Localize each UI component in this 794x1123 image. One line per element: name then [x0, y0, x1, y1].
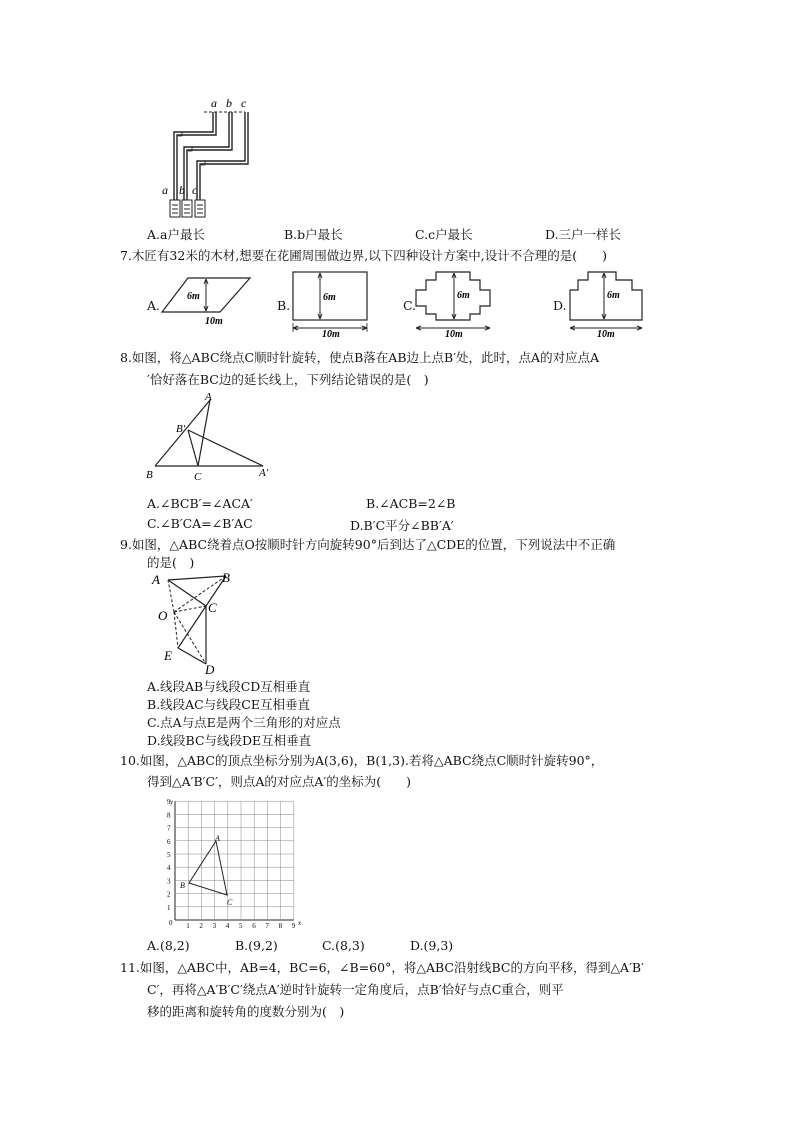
q6-option-d: D.三户一样长: [545, 227, 622, 242]
q10-y-tick-label: 5: [167, 851, 171, 859]
q9-label-d: D: [205, 662, 215, 676]
q10-y-tick-label: 2: [167, 890, 171, 899]
q10-stem-line1: 10.如图，△ABC的顶点坐标分别为A(3,6)，B(1,3).若将△ABC绕点C顺时针旋转90°，: [120, 753, 604, 768]
q10-point-a: A: [215, 834, 220, 843]
q10-stem-line2: 得到△A′B′C′，则点A的对应点A′的坐标为( ): [147, 774, 412, 789]
q6-label-bottom-a: a: [162, 183, 168, 197]
q7-b-height-label: 6m: [323, 292, 336, 303]
q7-c-height-label: 6m: [457, 290, 470, 301]
q7-figure-d-step-shape: [566, 270, 648, 338]
q10-axis-x: x: [298, 919, 302, 927]
q6-wiring-figure: [160, 92, 260, 222]
q10-y-tick-label: 6: [167, 837, 171, 846]
q9-stem-line1: 9.如图，△ABC绕着点O按顺时针方向旋转90°后到达了△CDE的位置，下列说法中不正确: [120, 537, 616, 552]
q6-label-top-a: a: [211, 96, 217, 110]
q10-y-tick-label: 3: [167, 877, 171, 886]
q6-option-c: C.c户最长: [415, 227, 473, 242]
q9-label-b: B: [222, 570, 230, 585]
q8-stem-line2: ′恰好落在BC边的延长线上，下列结论错误的是( ): [147, 372, 429, 387]
q10-x-tick-label: 5: [239, 922, 243, 930]
q10-x-tick-label: 3: [212, 922, 217, 930]
q7-d-width-label: 10m: [597, 329, 615, 338]
q10-y-tick-label: 8: [167, 811, 171, 820]
q6-option-b: B.b户最长: [284, 227, 343, 242]
q7-letter-b: B.: [277, 298, 291, 313]
q7-figure-b-rectangle: [290, 270, 370, 338]
q8-option-c: C.∠B′CA=∠B′AC: [147, 516, 253, 531]
q11-stem-line1: 11.如图，△ABC中，AB=4，BC=6，∠B=60°，将△ABC沿射线BC的方向平移，得到△A′B′: [120, 960, 644, 975]
q7-figure-a-parallelogram: [160, 276, 255, 328]
q9-label-a: A: [152, 572, 160, 587]
q10-axis-y: y: [170, 798, 174, 806]
q10-coordinate-grid: [160, 797, 308, 935]
q7-letter-c: C.: [403, 298, 417, 313]
q10-option-c: C.(8,3): [322, 938, 365, 953]
q9-label-c: C: [208, 600, 217, 615]
q10-x-tick-label: 4: [225, 922, 230, 930]
q10-option-d: D.(9,3): [410, 938, 454, 953]
q7-letter-d: D.: [553, 298, 567, 313]
q6-label-top-b: b: [226, 96, 232, 110]
q7-c-width-label: 10m: [445, 329, 463, 338]
q10-x-tick-label: 9: [291, 922, 296, 930]
q8-label-aprime: A′: [259, 467, 269, 479]
q7-stem: 7.木匠有32米的木材,想要在花圃周围做边界,以下四种设计方案中,设计不合理的是( ): [120, 248, 608, 263]
q9-option-d: D.线段BC与线段DE互相垂直: [147, 733, 312, 748]
q7-a-width-label: 10m: [205, 316, 223, 327]
q10-x-tick-label: 1: [186, 922, 190, 930]
q10-x-tick-label: 6: [252, 922, 256, 930]
q8-label-c: C: [194, 471, 202, 482]
q9-option-b: B.线段AC与线段CE互相垂直: [147, 697, 310, 712]
q10-point-b: B: [180, 881, 185, 890]
q6-option-a: A.a户最长: [147, 227, 205, 242]
q6-wiring-svg: [160, 92, 260, 222]
q6-label-bottom-b: b: [179, 183, 185, 197]
q10-option-a: A.(8,2): [147, 938, 190, 953]
q10-grid-svg: [160, 797, 308, 935]
q10-y-tick-label: 4: [167, 864, 171, 873]
q10-x-tick-label: 2: [199, 922, 203, 930]
q7-letter-a: A.: [147, 298, 161, 313]
q9-option-a: A.线段AB与线段CD互相垂直: [147, 679, 311, 694]
q11-stem-line3: 移的距离和旋转角的度数分别为( ): [147, 1004, 345, 1019]
q8-label-bprime: B′: [176, 423, 186, 435]
q10-option-b: B.(9,2): [235, 938, 278, 953]
q7-d-height-label: 6m: [607, 290, 620, 301]
q11-stem-line2: C′，再将△A′B′C′绕点A′逆时针旋转一定角度后，点B′恰好与点C重合，则平: [147, 982, 564, 997]
q8-stem-line1: 8.如图，将△ABC绕点C顺时针旋转，使点B落在AB边上点B′处，此时，点A的对应点A: [120, 350, 600, 365]
q8-option-d: D.B′C平分∠BB′A′: [350, 518, 454, 533]
q10-x-tick-label: 8: [278, 922, 283, 930]
q8-label-b: B: [146, 469, 153, 481]
q10-y-tick-label: 9: [167, 798, 171, 807]
q7-a-height-label: 6m: [187, 291, 200, 302]
q10-point-c: C: [227, 898, 233, 907]
q10-y-tick-label: 1: [167, 903, 171, 912]
q9-label-o: O: [158, 608, 168, 623]
q9-label-e: E: [164, 648, 172, 663]
q10-x-tick-label: 7: [265, 922, 269, 930]
q8-option-a: A.∠BCB′=∠ACA′: [147, 496, 253, 511]
q6-label-top-c: c: [241, 96, 247, 110]
q7-b-width-label: 10m: [322, 329, 340, 338]
q9-stem-line2: 的是( ): [147, 555, 195, 570]
q8-label-a: A: [205, 391, 212, 403]
q7-figure-c-cross-shape: [414, 270, 494, 338]
q6-label-bottom-c: c: [192, 183, 198, 197]
q8-option-b: B.∠ACB=2∠B: [366, 496, 456, 511]
q8-rotation-figure: [145, 390, 275, 482]
q10-origin: 0: [169, 919, 173, 927]
q9-option-c: C.点A与点E是两个三角形的对应点: [147, 715, 341, 730]
q10-y-tick-label: 7: [167, 824, 171, 833]
q9-rotation-figure: [150, 568, 250, 676]
